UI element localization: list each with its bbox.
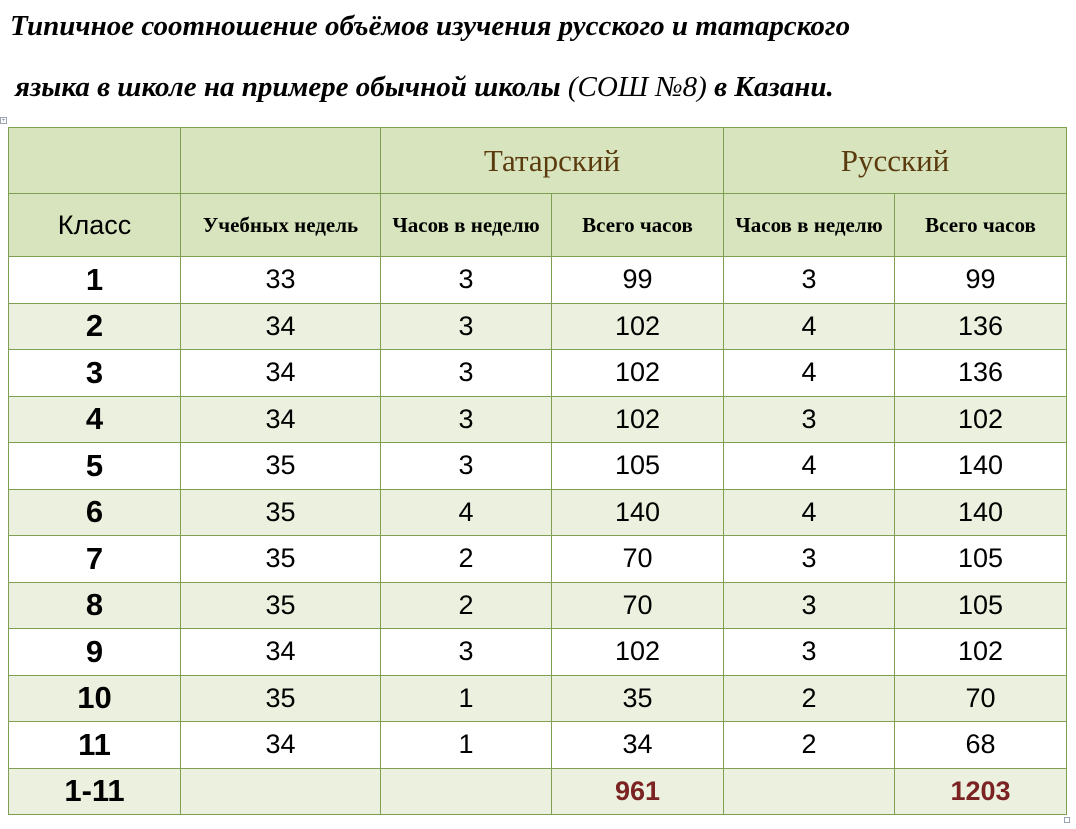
column-header-row bbox=[9, 194, 1067, 257]
cell-russian-per-week: 4 bbox=[724, 489, 895, 536]
cell-tatar-per-week: 1 bbox=[381, 722, 552, 769]
cell-class: 10 bbox=[9, 675, 181, 722]
cell-weeks: 35 bbox=[181, 489, 381, 536]
cell-russian-total: 70 bbox=[895, 675, 1067, 722]
table-row bbox=[9, 722, 1067, 769]
cell-weeks: 34 bbox=[181, 629, 381, 676]
table-row bbox=[9, 350, 1067, 397]
column-header-tatar-per-week: Часов в неделю bbox=[381, 194, 552, 257]
cell-class: 7 bbox=[9, 536, 181, 583]
cell-weeks: 34 bbox=[181, 722, 381, 769]
empty-header-cell bbox=[181, 128, 381, 194]
column-header-russian-per-week: Часов в неделю bbox=[724, 194, 895, 257]
column-header-russian-total: Всего часов bbox=[895, 194, 1067, 257]
table-row bbox=[9, 675, 1067, 722]
cell-russian-total: 140 bbox=[895, 489, 1067, 536]
cell-tatar-per-week: 4 bbox=[381, 489, 552, 536]
totals-label: 1-11 bbox=[9, 768, 181, 815]
cell-tatar-total: 140 bbox=[552, 489, 724, 536]
cell-tatar-per-week: 3 bbox=[381, 350, 552, 397]
table-row bbox=[9, 489, 1067, 536]
cell-class: 1 bbox=[9, 257, 181, 304]
cell-russian-total: 99 bbox=[895, 257, 1067, 304]
move-handle-icon[interactable]: + bbox=[1, 118, 6, 124]
cell-russian-per-week: 4 bbox=[724, 443, 895, 490]
cell-weeks: 35 bbox=[181, 582, 381, 629]
table-row bbox=[9, 536, 1067, 583]
cell-tatar-total: 102 bbox=[552, 396, 724, 443]
table-row bbox=[9, 257, 1067, 304]
hours-table bbox=[8, 127, 1067, 815]
cell-class: 6 bbox=[9, 489, 181, 536]
group-header-russian: Русский bbox=[724, 128, 1067, 194]
totals-row bbox=[9, 768, 1067, 815]
cell-russian-per-week: 2 bbox=[724, 675, 895, 722]
table-row bbox=[9, 582, 1067, 629]
column-header-tatar-total: Всего часов bbox=[552, 194, 724, 257]
cell-tatar-total: 102 bbox=[552, 303, 724, 350]
cell-tatar-total: 99 bbox=[552, 257, 724, 304]
cell-tatar-per-week: 2 bbox=[381, 582, 552, 629]
table-row bbox=[9, 629, 1067, 676]
cell-russian-total: 140 bbox=[895, 443, 1067, 490]
title-line-1-text: Типичное соотношение объёмов изучения русского и татарского bbox=[10, 10, 851, 42]
cell-tatar-per-week: 2 bbox=[381, 536, 552, 583]
cell-tatar-per-week: 3 bbox=[381, 303, 552, 350]
totals-tatar-total: 961 bbox=[552, 768, 724, 815]
cell-tatar-total: 35 bbox=[552, 675, 724, 722]
cell-class: 9 bbox=[9, 629, 181, 676]
cell-tatar-total: 102 bbox=[552, 629, 724, 676]
table-row bbox=[9, 396, 1067, 443]
cell-weeks: 35 bbox=[181, 536, 381, 583]
cell-russian-per-week: 4 bbox=[724, 303, 895, 350]
cell-class: 4 bbox=[9, 396, 181, 443]
cell-weeks: 34 bbox=[181, 303, 381, 350]
cell-class: 2 bbox=[9, 303, 181, 350]
resize-handle-icon[interactable] bbox=[1064, 817, 1070, 823]
cell-russian-total: 68 bbox=[895, 722, 1067, 769]
cell-russian-total: 102 bbox=[895, 629, 1067, 676]
cell-tatar-total: 34 bbox=[552, 722, 724, 769]
cell-class: 8 bbox=[9, 582, 181, 629]
table-row bbox=[9, 303, 1067, 350]
cell-tatar-per-week: 1 bbox=[381, 675, 552, 722]
cell-class: 11 bbox=[9, 722, 181, 769]
title-line-2-prefix: языка в школе на примере обычной школы bbox=[15, 71, 561, 103]
cell-class: 5 bbox=[9, 443, 181, 490]
cell-tatar-per-week: 3 bbox=[381, 629, 552, 676]
cell-tatar-per-week: 3 bbox=[381, 257, 552, 304]
totals-empty-cell bbox=[181, 768, 381, 815]
totals-empty-cell bbox=[724, 768, 895, 815]
group-header-tatar: Татарский bbox=[381, 128, 724, 194]
title-line-2 bbox=[15, 73, 834, 102]
cell-tatar-total: 102 bbox=[552, 350, 724, 397]
cell-weeks: 34 bbox=[181, 396, 381, 443]
cell-russian-total: 105 bbox=[895, 582, 1067, 629]
totals-russian-total: 1203 bbox=[895, 768, 1067, 815]
cell-tatar-per-week: 3 bbox=[381, 443, 552, 490]
totals-empty-cell bbox=[381, 768, 552, 815]
empty-header-cell bbox=[9, 128, 181, 194]
cell-weeks: 35 bbox=[181, 675, 381, 722]
title-line-1 bbox=[10, 12, 850, 41]
title-line-2-suffix: в Казани. bbox=[706, 71, 834, 103]
table-row bbox=[9, 443, 1067, 490]
group-header-row bbox=[9, 128, 1067, 194]
cell-russian-per-week: 4 bbox=[724, 350, 895, 397]
cell-russian-total: 136 bbox=[895, 303, 1067, 350]
cell-tatar-per-week: 3 bbox=[381, 396, 552, 443]
cell-russian-total: 136 bbox=[895, 350, 1067, 397]
cell-weeks: 34 bbox=[181, 350, 381, 397]
cell-russian-total: 105 bbox=[895, 536, 1067, 583]
column-header-class: Класс bbox=[9, 194, 181, 257]
cell-class: 3 bbox=[9, 350, 181, 397]
cell-tatar-total: 105 bbox=[552, 443, 724, 490]
title-line-2-school: (СОШ №8) bbox=[560, 71, 707, 103]
cell-russian-per-week: 3 bbox=[724, 536, 895, 583]
cell-russian-per-week: 2 bbox=[724, 722, 895, 769]
cell-russian-total: 102 bbox=[895, 396, 1067, 443]
cell-tatar-total: 70 bbox=[552, 536, 724, 583]
cell-tatar-total: 70 bbox=[552, 582, 724, 629]
column-header-weeks: Учебных недель bbox=[181, 194, 381, 257]
cell-russian-per-week: 3 bbox=[724, 582, 895, 629]
cell-weeks: 35 bbox=[181, 443, 381, 490]
cell-russian-per-week: 3 bbox=[724, 629, 895, 676]
cell-russian-per-week: 3 bbox=[724, 257, 895, 304]
cell-weeks: 33 bbox=[181, 257, 381, 304]
cell-russian-per-week: 3 bbox=[724, 396, 895, 443]
